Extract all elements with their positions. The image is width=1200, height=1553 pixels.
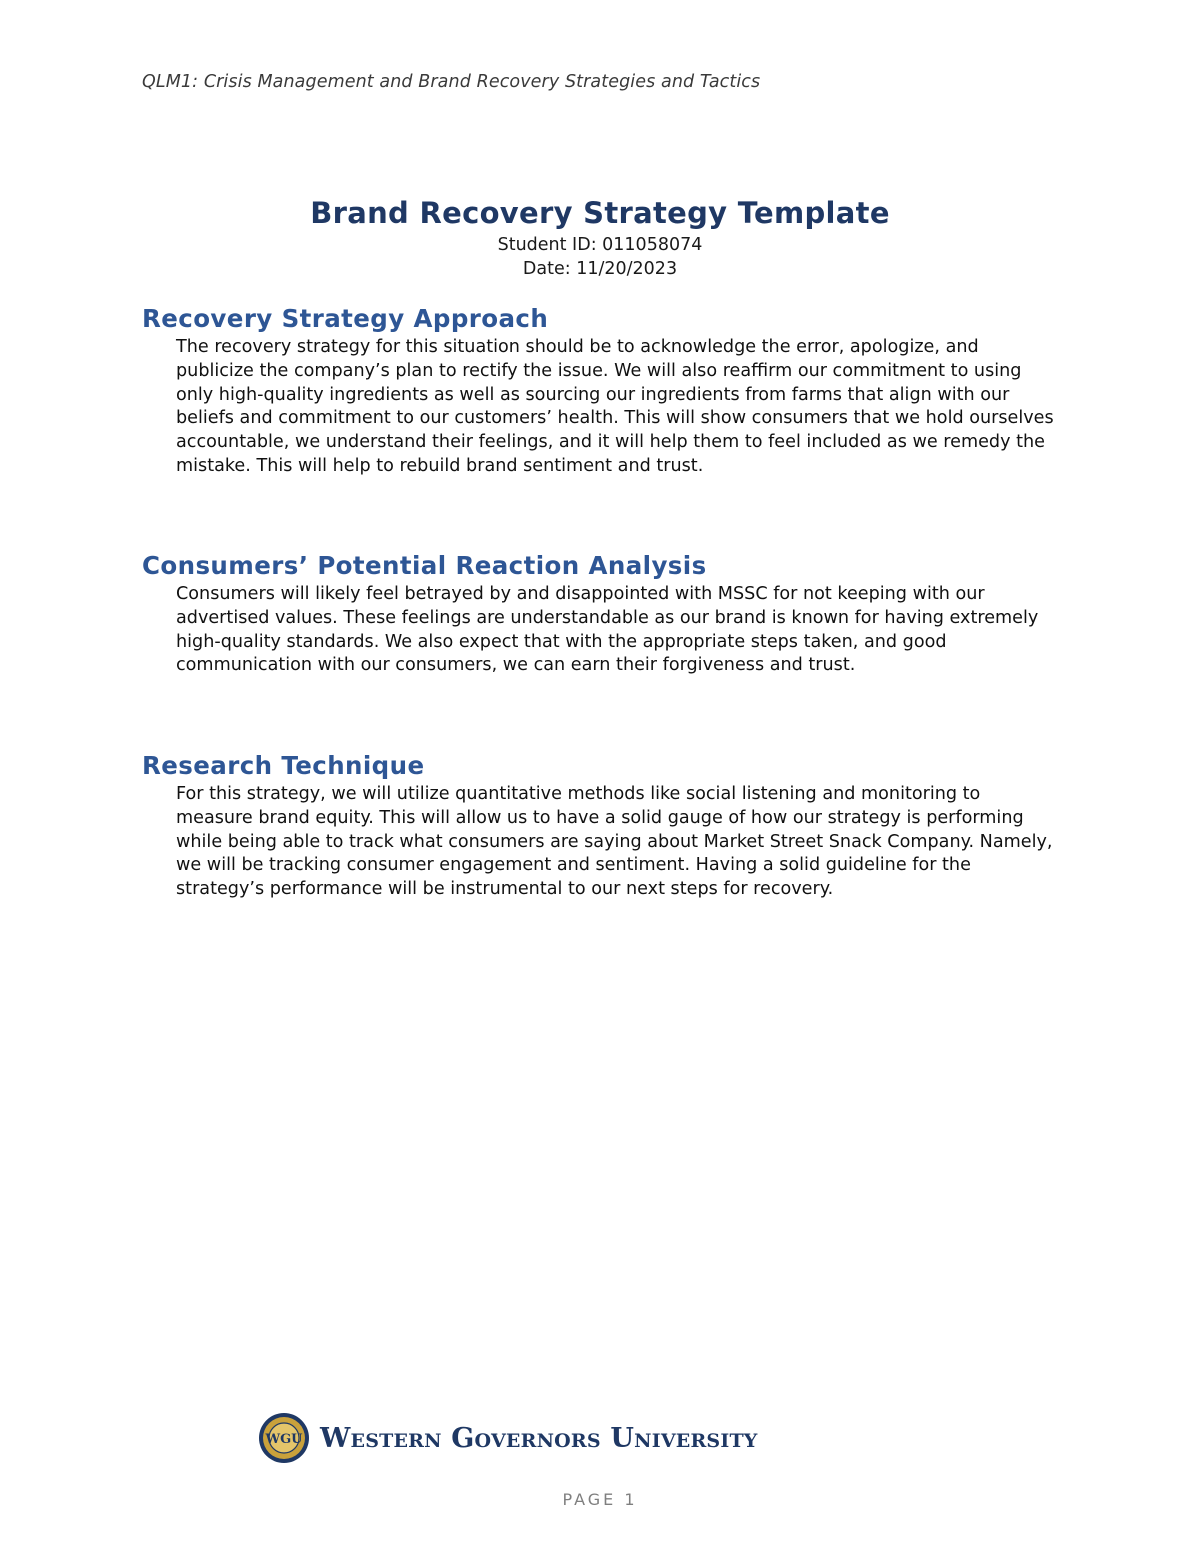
university-wordmark: Western Governors University: [320, 1422, 758, 1454]
section-heading: Research Technique: [142, 751, 425, 780]
section-body: The recovery strategy for this situation should be to acknowledge the error, apologize, and publicize the company’s plan to rectify the issue. We will also reaffirm our commitment to using only high-quality ingredients as well as sourcing our ingredients from farms that align with our beliefs and commitment to our customers’ health. This will show consumers that we hold ourselves accountable, we understand their feelings, and it will help them to feel included as we remedy the mistake. This will help to rebuild brand sentiment and trust.: [176, 337, 1054, 476]
wgu-logo: [258, 1412, 758, 1464]
section-body: Consumers will likely feel betrayed by and disappointed with MSSC for not keeping with our advertised values. These feelings are understandable as our brand is known for having extremely high-quality standards. We also expect that with the appropriate steps taken, and good communication with our consumers, we can earn their forgiveness and trust.: [176, 584, 1039, 676]
section-research-technique: [142, 749, 1062, 902]
document-title: Brand Recovery Strategy Template: [310, 196, 890, 230]
seal-text: WGU: [265, 1432, 303, 1447]
section-heading: Recovery Strategy Approach: [142, 304, 549, 333]
university-seal-icon: [258, 1412, 310, 1464]
section-consumer-reaction: [142, 549, 1062, 678]
running-header: QLM1: Crisis Management and Brand Recovery Strategies and Tactics: [142, 72, 761, 92]
title-block: [0, 193, 1200, 281]
page-number: PAGE 1: [562, 1490, 638, 1509]
section-heading: Consumers’ Potential Reaction Analysis: [142, 551, 707, 580]
section-recovery-strategy: [142, 302, 1062, 479]
document-date: Date: 11/20/2023: [522, 259, 678, 279]
section-body: For this strategy, we will utilize quantitative methods like social listening and monitoring to measure brand equity. This will allow us to have a solid gauge of how our strategy is performing while being able to track what consumers are saying about Market Street Snack Company. Namely, we will be tracking consumer engagement and sentiment. Having a solid guideline for the strategy’s performance will be instrumental to our next steps for recovery.: [176, 784, 1053, 900]
student-id: Student ID: 011058074: [497, 235, 703, 255]
